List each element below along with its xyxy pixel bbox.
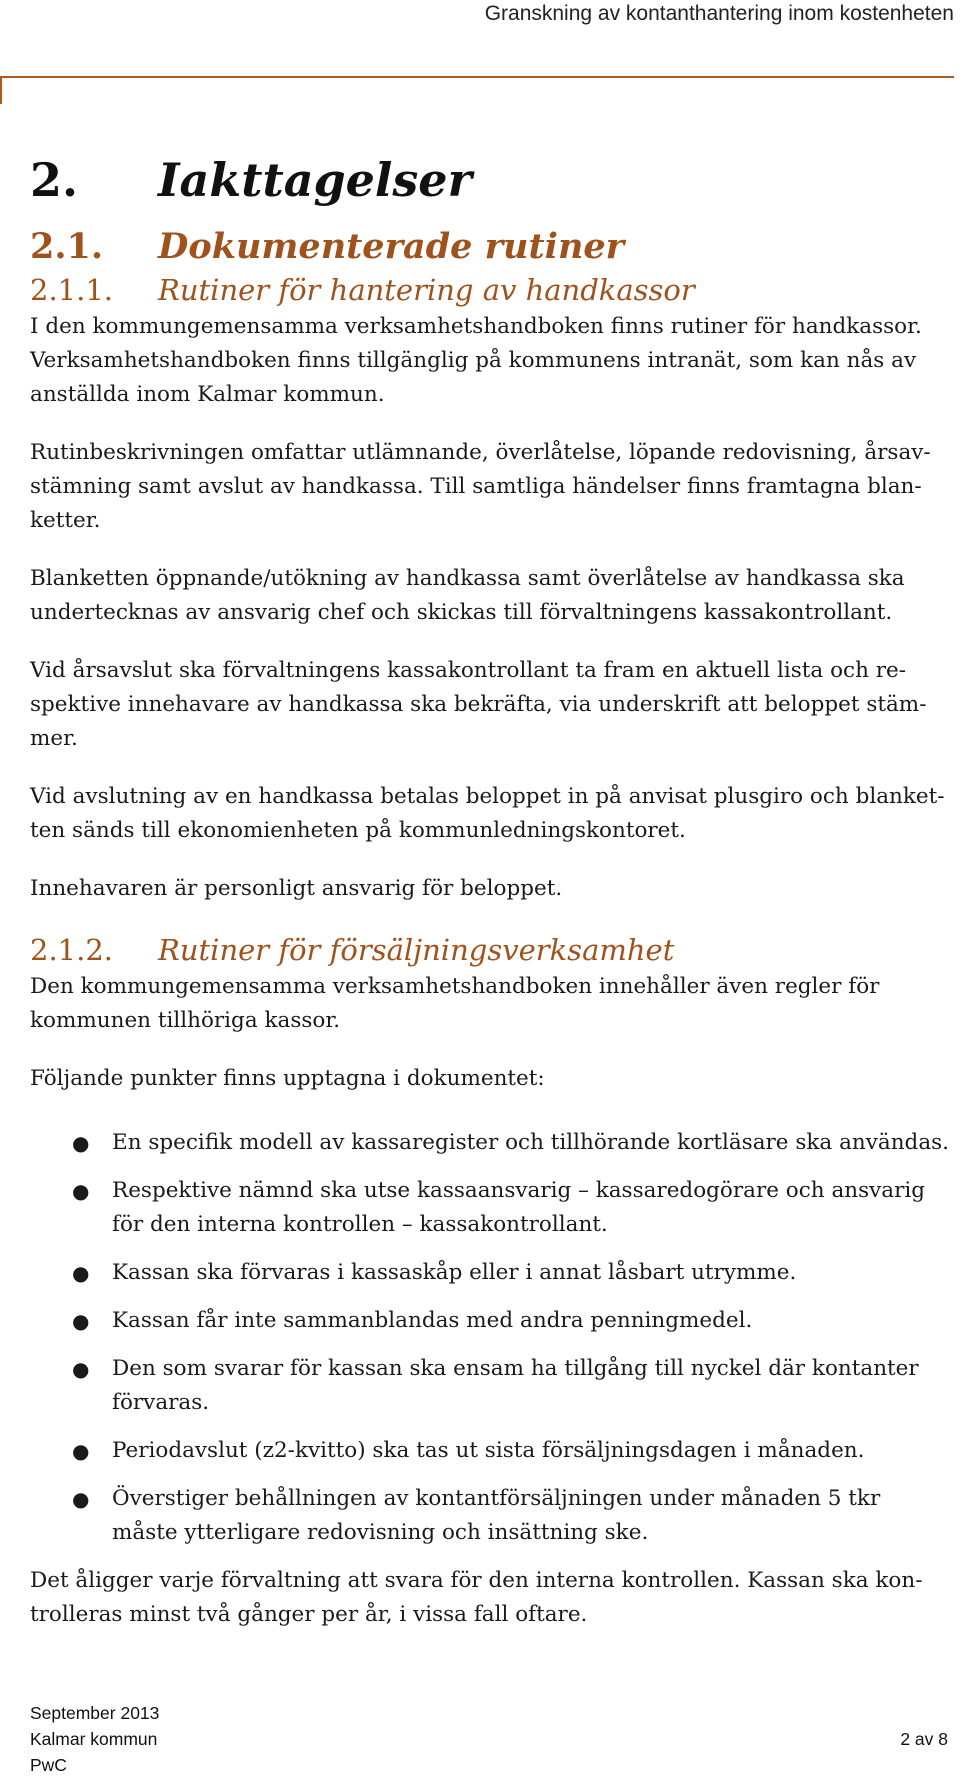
- paragraph: Innehavaren är personligt ansvarig för beloppet.: [30, 876, 563, 901]
- list-item-text: Periodavslut (z2-kvitto) ska tas ut sista försäljningsdagen i månaden.: [112, 1438, 865, 1463]
- subsection-heading: [30, 224, 950, 270]
- sub2-title: Rutiner för försäljningsverksamhet: [158, 933, 675, 967]
- list-item-text: Kassan ska förvaras i kassaskåp eller i annat låsbart utrymme.: [112, 1260, 797, 1285]
- list-item: [30, 1174, 950, 1242]
- list-item: [30, 1482, 950, 1550]
- list-item: [30, 1304, 950, 1338]
- sub1-heading: [30, 270, 950, 310]
- list-item-text: Kassan får inte sammanblandas med andra penningmedel.: [112, 1308, 753, 1333]
- paragraph: Rutinbeskrivningen omfattar utlämnande, överlåtelse, löpande redovisning, årsav-stämning samt avslut av handkassa. Till samtliga händelser finns framtagna blan-ketter.: [30, 440, 931, 533]
- list-item-text: Respektive nämnd ska utse kassaansvarig – kassaredogörare och ansvarig för den interna kontrollen – kassakontrollant.: [112, 1178, 926, 1237]
- paragraph: Blanketten öppnande/utökning av handkassa samt överlåtelse av handkassa ska undertecknas av ansvarig chef och skickas till förvaltningens kassakontrollant.: [30, 566, 905, 625]
- bullet-icon: ●: [72, 1131, 90, 1155]
- footer-date: September 2013: [30, 1703, 160, 1723]
- header-rule-tick: [0, 76, 2, 104]
- subsection-title: Dokumenterade rutiner: [158, 226, 625, 267]
- header-rule: [0, 76, 954, 78]
- list-item-text: En specifik modell av kassaregister och tillhörande kortläsare ska användas.: [112, 1130, 949, 1155]
- list-intro: Följande punkter finns upptagna i dokumentet:: [30, 1066, 545, 1091]
- bullet-icon: ●: [72, 1487, 90, 1511]
- sub1-title: Rutiner för hantering av handkassor: [158, 273, 695, 307]
- section-title: Iakttagelser: [158, 153, 472, 207]
- bullet-icon: ●: [72, 1179, 90, 1203]
- page-number: 2 av 8: [900, 1729, 948, 1749]
- sub2-number: 2.1.2.: [30, 933, 114, 967]
- bullet-icon: ●: [72, 1309, 90, 1333]
- running-header: Granskning av kontanthantering inom kostenheten: [484, 2, 954, 25]
- page-footer: [30, 1700, 948, 1778]
- list-item: [30, 1126, 950, 1160]
- list-item-text: Den som svarar för kassan ska ensam ha tillgång till nyckel där kontanter förvaras.: [112, 1356, 919, 1415]
- footer-author: PwC: [30, 1755, 67, 1775]
- list-item: [30, 1352, 950, 1420]
- list-item: [30, 1256, 950, 1290]
- page-content: [30, 150, 950, 1656]
- bullet-icon: ●: [72, 1439, 90, 1463]
- paragraph: Det åligger varje förvaltning att svara för den interna kontrollen. Kassan ska kon-trolleras minst två gånger per år, i vissa fall oftare.: [30, 1568, 923, 1627]
- section-number: 2.: [30, 153, 79, 207]
- bullet-icon: ●: [72, 1357, 90, 1381]
- paragraph: Vid årsavslut ska förvaltningens kassakontrollant ta fram en aktuell lista och re-spektive innehavare av handkassa ska bekräfta, via underskrift att beloppet stäm-mer.: [30, 658, 927, 751]
- list-item: [30, 1434, 950, 1468]
- section-heading: [30, 150, 950, 210]
- footer-org: Kalmar kommun: [30, 1729, 158, 1749]
- bullet-icon: ●: [72, 1261, 90, 1285]
- paragraph: I den kommungemensamma verksamhetshandboken finns rutiner för handkassor. Verksamhetshandboken finns tillgänglig på kommunens intranät, som kan nås av anställda inom Kalmar kommun.: [30, 314, 922, 407]
- subsection-number: 2.1.: [30, 226, 104, 267]
- sub1-number: 2.1.1.: [30, 273, 114, 307]
- paragraph: Den kommungemensamma verksamhetshandboken innehåller även regler för kommunen tillhöriga kassor.: [30, 974, 880, 1033]
- sub2-heading: [30, 930, 950, 970]
- bullet-list: [30, 1126, 950, 1550]
- paragraph: Vid avslutning av en handkassa betalas beloppet in på anvisat plusgiro och blanket-ten sänds till ekonomienheten på kommunledningskontoret.: [30, 784, 945, 843]
- list-item-text: Överstiger behållningen av kontantförsäljningen under månaden 5 tkr måste ytterligare redovisning och insättning ske.: [112, 1486, 881, 1545]
